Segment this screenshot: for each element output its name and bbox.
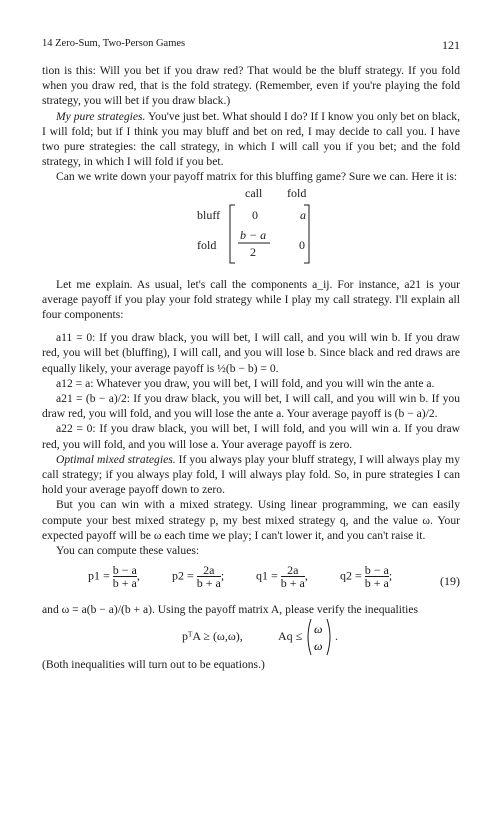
component-a12: a12 = a: Whatever you draw, you will bet, I will fold, and you will win the ante a.	[56, 376, 435, 390]
ineq-right: Aq ≤	[278, 629, 303, 644]
paragraph-5-heading: Optimal mixed strategies.	[56, 452, 176, 466]
page	[42, 38, 460, 673]
matrix-left-bracket	[230, 205, 235, 263]
equation-number: (19)	[440, 574, 460, 589]
eq-p1: p1 = $\frac{b - a}{b + a}$ ,	[88, 563, 140, 591]
paragraph-7: You can compute these values:	[56, 544, 200, 558]
paragraph-2-body: You've just bet. What should I do? If I know you only bet on black, I will fold; but if I think you may bluff and bet on red, I may decide to call you. I have two pure strategies: the call strategy, in which I will call you if you bet; and the fold strategy, in which I will fold if you bet.	[42, 109, 460, 169]
eq-p2: p2 = $\frac{2a}{b + a}$ ;	[172, 563, 225, 591]
matrix-cell-21-den: 2	[250, 244, 256, 259]
eq-q2: q2 = $\frac{b - a}{b + a}$ ;	[340, 563, 393, 591]
eq-p1-lhs: p1 =	[88, 568, 110, 583]
ineq-period: .	[335, 629, 338, 644]
page-number: 121	[442, 38, 460, 52]
ineq-left: pᵀA ≥ (ω,ω),	[182, 629, 243, 644]
paragraph-6: But you can win with a mixed strategy. Using linear programming, we can easily compute your best mixed strategy p, my best mixed strategy q, and the value ω. Your expected payoff will be ω each time we play; I can't lower it, and you can't raise it.	[42, 498, 460, 542]
eq-p2-frac	[197, 564, 221, 589]
eq-p2-num: 2a	[203, 563, 215, 578]
matrix-cell-21-num: b − a	[240, 227, 267, 242]
eq-q1-frac	[281, 564, 305, 589]
payoff-matrix-svg	[42, 185, 460, 269]
ineq-vector-top: ω	[314, 622, 323, 637]
component-a22: a22 = 0: If you draw black, you will bet, I will fold, and you will win a. If you draw red, you will fold, and you will lose a. Your average payoff is zero.	[42, 422, 460, 451]
matrix-col-label-call: call	[245, 185, 263, 200]
paragraph-1: tion is this: Will you bet if you draw red? That would be the bluff strategy. If you fold when you draw red, that is the fold strategy. (Remember, even if you're playing the fold strategy, you will bet if you draw black.)	[42, 64, 460, 108]
component-a21: a21 = (b − a)/2: If you draw black, you will bet, I will call, and you will win b. If you draw red, you will fold, and you will lose the ante a. Your average payoff is (b − a)/2.	[42, 392, 460, 421]
matrix-cell-22: 0	[299, 237, 305, 252]
matrix-row-label-bluff: bluff	[197, 207, 221, 222]
paragraph-5-body: If you always play your bluff strategy, I will always play my call strategy; if you always play fold, I will always play fold. So, in pure strategies I can hold your average payoff down to zero.	[42, 452, 460, 497]
paragraph-5	[42, 452, 460, 498]
eq-q2-lhs: q2 =	[340, 568, 362, 583]
matrix-cell-12: a	[300, 207, 306, 222]
matrix-col-label-fold: fold	[287, 185, 307, 200]
eq-p1-frac	[113, 564, 137, 589]
matrix-cell-11: 0	[252, 207, 258, 222]
ineq-vector-right-paren	[327, 619, 330, 655]
equation-19	[42, 564, 460, 598]
ineq-vector	[304, 617, 334, 657]
eq-q1-den: b + a	[280, 576, 305, 591]
eq-p1-den: b + a	[112, 576, 137, 591]
eq-q1-lhs: q1 =	[256, 568, 278, 583]
matrix-row-label-fold: fold	[197, 237, 217, 252]
payoff-matrix	[42, 185, 460, 269]
chapter-title: 14 Zero-Sum, Two-Person Games	[42, 38, 186, 49]
paragraph-2-heading: My pure strategies.	[56, 109, 146, 123]
paragraph-2	[42, 109, 460, 170]
ineq-vector-left-paren	[308, 619, 311, 655]
eq-p2-den: b + a	[196, 576, 221, 591]
ineq-vector-bottom: ω	[314, 639, 323, 654]
paragraph-3: Can we write down your payoff matrix for this bluffing game? Sure we can. Here it is:	[56, 170, 458, 184]
eq-q2-frac	[365, 564, 389, 589]
inequalities	[42, 617, 460, 657]
eq-q1: q1 = $\frac{2a}{b + a}$ ,	[256, 563, 308, 591]
paragraph-4: Let me explain. As usual, let's call the components a_ij. For instance, a21 is your average payoff if you play your fold strategy while I play my call strategy. I'll explain all four components:	[42, 277, 460, 322]
running-head	[42, 38, 460, 53]
eq-p1-num: b − a	[112, 563, 137, 578]
eq-q2-den: b + a	[364, 576, 389, 591]
eq-p2-lhs: p2 =	[172, 568, 194, 583]
eq-q1-num: 2a	[287, 563, 299, 578]
eq-q2-num: b − a	[364, 563, 389, 578]
component-a11: a11 = 0: If you draw black, you will bet, I will call, and you will win b. If you draw red, you will bet (bluffing), I will call, and you will lose b. Since black and red draws are equally likely, your average payoff is ½(b − b) = 0.	[42, 331, 460, 375]
paragraph-8: and ω = a(b − a)/(b + a). Using the payoff matrix A, please verify the inequalities	[42, 603, 419, 617]
paragraph-9: (Both inequalities will turn out to be equations.)	[42, 658, 265, 672]
